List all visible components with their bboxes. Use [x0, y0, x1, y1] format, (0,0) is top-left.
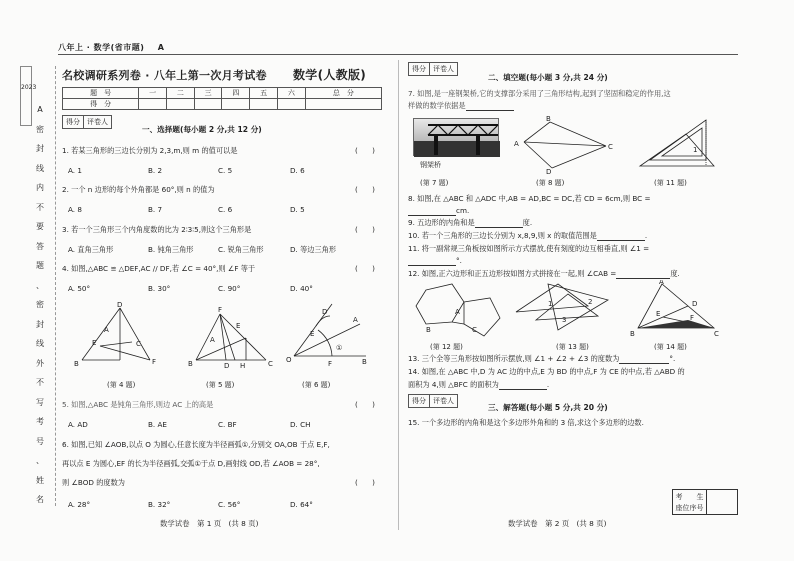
binding-char: 密	[36, 300, 44, 309]
binding-char: 名	[36, 495, 44, 504]
score-entry-cell[interactable]	[250, 99, 278, 110]
q1-option-b: B. 2	[148, 166, 163, 175]
q5-answer-paren[interactable]: ( )	[355, 400, 375, 409]
fig13-label-1: 1	[548, 300, 553, 308]
fig8-label-c: C	[608, 143, 613, 151]
fig14-label-e: E	[656, 310, 661, 318]
footer-page-2: 数学试卷 第 2 页 (共 8 页)	[508, 519, 607, 528]
subject-text: 数学(人教版)	[292, 68, 367, 82]
q4-option-b: B. 30°	[148, 284, 171, 293]
fig14-caption: (第 14 题)	[654, 343, 687, 351]
binding-char: 题	[36, 261, 44, 270]
binding-char: 不	[36, 378, 44, 387]
q2-option-a: A. 8	[68, 205, 82, 214]
score-header-cell: 四	[222, 88, 250, 99]
q9-text	[408, 218, 532, 228]
q3-option-c: C. 锐角三角形	[218, 245, 264, 254]
q11-answer-blank[interactable]	[408, 258, 456, 266]
q3-text: 3. 若一个三角形三个内角度数的比为 2∶3∶5,则这个三角形是	[62, 225, 252, 234]
binding-char: 要	[36, 222, 44, 231]
q8-stem: 8. 如图,在 △ABC 和 △ADC 中,AB = AD,BC = DC,若 CD = 6cm,则 BC =	[408, 194, 651, 203]
grade-subject-label: 八年上 · 数学(省市题)	[58, 43, 145, 52]
q9-unit: 度.	[522, 218, 533, 227]
footer-page-1: 数学试卷 第 1 页 (共 8 页)	[160, 519, 259, 528]
figure-13	[516, 284, 608, 330]
fig6-label-b: B	[362, 358, 367, 366]
q4-option-d: D. 40°	[290, 284, 313, 293]
binding-char: 、	[36, 456, 44, 465]
fig12-label-b: B	[426, 326, 431, 334]
q12-unit: 度.	[670, 269, 680, 278]
q8-continuation	[408, 206, 469, 216]
fig8-caption: (第 8 题)	[536, 179, 565, 187]
score-header-cell: 三	[194, 88, 222, 99]
score-header-cell: 二	[167, 88, 195, 99]
q6-option-d: D. 64°	[290, 500, 313, 509]
score-entry-cell[interactable]	[222, 99, 250, 110]
grader-box-2	[408, 62, 458, 76]
version-label: A	[157, 43, 165, 52]
q5-option-a: A. AD	[68, 420, 88, 429]
bridge-photo	[413, 118, 499, 156]
q7-answer-blank[interactable]	[466, 103, 514, 111]
fig12-caption: (第 12 题)	[430, 343, 463, 351]
figure-11	[640, 120, 714, 166]
q5-option-b: B. AE	[148, 420, 167, 429]
q5-option-c: C. BF	[218, 420, 237, 429]
seat-number-box	[672, 489, 738, 515]
q6-option-b: B. 32°	[148, 500, 171, 509]
q6-text-line2: 再以点 E 为圆心,EF 的长为半径画弧,交弧①于点 D,画射线 OD,若 ∠AOB = 28°,	[62, 459, 320, 468]
q10-text	[408, 231, 647, 241]
q9-answer-blank[interactable]	[475, 220, 523, 228]
q4-option-c: C. 90°	[218, 284, 241, 293]
binding-char: 密	[36, 124, 44, 134]
fig14-label-a: A	[659, 280, 664, 286]
fig8-label-a: A	[514, 140, 519, 148]
q8-answer-blank[interactable]	[408, 208, 456, 216]
q3-option-d: D. 等边三角形	[290, 245, 337, 254]
binding-char: 线	[36, 163, 44, 173]
fig6-label-a: A	[353, 316, 358, 324]
q7-text-line2	[408, 101, 514, 111]
fig8-label-d: D	[546, 168, 552, 174]
fig4-label-b: B	[74, 360, 79, 368]
binding-char: 写	[36, 397, 44, 407]
score-header-cell: 五	[250, 88, 278, 99]
binding-char: 外	[36, 358, 44, 368]
q14-text-line1: 14. 如图,在 △ABC 中,D 为 AC 边的中点,E 为 BD 的中点,F 为 CE 的中点,若 △ABD 的	[408, 367, 685, 376]
fig4-label-e: E	[92, 339, 97, 347]
q1-answer-paren[interactable]: ( )	[355, 146, 375, 155]
q5-text: 5. 如图,△ABC 是钝角三角形,则边 AC 上的高是	[62, 400, 214, 409]
bridge-truss-drawing	[414, 119, 500, 157]
binding-char: 线	[36, 339, 44, 348]
grader-score-label: 得分	[409, 63, 430, 75]
q3-answer-paren[interactable]: ( )	[355, 225, 375, 234]
fig6-label-e: E	[310, 330, 315, 338]
q11-end: °.	[456, 256, 462, 265]
fig5-caption: (第 5 题)	[206, 381, 235, 389]
grader-person-label: 评卷人	[433, 397, 454, 405]
q1-option-c: C. 5	[218, 166, 233, 175]
fig13-label-3: 3	[562, 316, 567, 324]
q10-answer-blank[interactable]	[597, 231, 648, 241]
score-row-label: 得 分	[63, 99, 139, 110]
grader-box-1	[62, 115, 112, 129]
q8-text	[408, 194, 651, 204]
q10-end: .	[644, 231, 648, 240]
q14-answer-blank[interactable]	[499, 380, 550, 390]
fig11-caption: (第 11 题)	[654, 179, 687, 187]
q7-stem: 样做的数学依据是	[408, 101, 466, 110]
fig14-label-d: D	[692, 300, 698, 308]
figure-6	[286, 304, 367, 368]
q8-unit: cm.	[456, 206, 470, 215]
q14-stem: 面积为 4,则 △BFC 的面积为	[408, 380, 499, 389]
figure-4	[74, 302, 156, 368]
header-rule	[58, 54, 738, 55]
score-entry-cell[interactable]	[305, 99, 381, 110]
score-header-cell: 题 号	[63, 88, 139, 99]
binding-char: A	[37, 105, 43, 114]
fig5-label-c: C	[268, 360, 273, 368]
fig12-label-a: A	[455, 308, 460, 316]
fig5-label-f: F	[218, 306, 223, 314]
score-header-cell: 六	[277, 88, 305, 99]
q3-option-a: A. 直角三角形	[68, 245, 114, 254]
q4-text: 4. 如图,△ABC ≌ △DEF,AC // DF,若 ∠C = 40°,则 ∠F 等于	[62, 264, 256, 273]
binding-char: 考	[36, 417, 44, 426]
figures-8-11	[510, 116, 730, 174]
year-text: 2023	[21, 84, 37, 91]
fig5-label-e: E	[236, 322, 241, 330]
section2-title: 二、填空题(每小题 3 分,共 24 分)	[488, 73, 608, 82]
q6-text-line3: 则 ∠BOD 的度数为	[62, 478, 125, 487]
score-entry-cell[interactable]	[194, 99, 222, 110]
q13-answer-blank[interactable]	[619, 356, 669, 364]
binding-char: 答	[36, 241, 44, 251]
q11-continuation	[408, 256, 462, 266]
q11-text	[408, 244, 649, 254]
q2-text: 2. 一个 n 边形的每个外角都是 60°,则 n 的值为	[62, 185, 215, 194]
fig13-caption: (第 13 题)	[556, 343, 589, 351]
q7-text-line1: 7. 如图,是一座钢架桥,它的支撑部分采用了三角形结构,起到了坚固和稳定的作用,这	[408, 89, 671, 98]
q2-answer-paren[interactable]: ( )	[355, 185, 375, 194]
q6-option-c: C. 56°	[218, 500, 241, 509]
fig14-label-b: B	[630, 330, 635, 338]
fig4-label-d: D	[117, 302, 123, 309]
q9-stem: 9. 五边形的内角和是	[408, 218, 475, 227]
q3-option-b: B. 钝角三角形	[148, 245, 194, 254]
grader-person-label: 评卷人	[87, 118, 108, 126]
q1-option-a: A. 1	[68, 166, 82, 175]
fig11-label-1: 1	[693, 146, 698, 154]
score-table	[62, 87, 382, 110]
q12-stem: 12. 如图,正六边形和正五边形按如图方式拼接在一起,则 ∠CAB =	[408, 269, 617, 278]
q11-stem: 11. 将一副常规三角板按如图所示方式摆放,使有刻度的边互相垂直,则 ∠1 =	[408, 244, 650, 253]
figure-14	[630, 280, 719, 338]
fig6-caption: (第 6 题)	[302, 381, 331, 389]
q5-option-d: D. CH	[290, 420, 311, 429]
binding-char: 封	[36, 144, 44, 153]
binding-char: 内	[36, 183, 44, 192]
fig6-label-f: F	[328, 360, 333, 368]
grader-box-3	[408, 394, 458, 408]
q13-stem: 13. 三个全等三角形按如图所示摆放,则 ∠1 + ∠2 + ∠3 的度数为	[408, 354, 620, 363]
score-header-cell: 总 分	[305, 88, 381, 99]
q10-stem: 10. 若一个三角形的三边长分别为 x,8,9,则 x 的取值范围是	[408, 231, 597, 240]
fig6-label-one: ①	[336, 344, 343, 352]
q13-end: °.	[669, 354, 676, 363]
figure-5	[188, 306, 273, 370]
q1-text: 1. 若某三角形的三边长分别为 2,3,m,则 m 的值可以是	[62, 146, 238, 155]
q6-option-a: A. 28°	[68, 500, 91, 509]
q14-end: .	[546, 380, 550, 389]
fig4-label-f: F	[152, 358, 157, 366]
figure-8	[514, 116, 613, 174]
fig13-label-2: 2	[588, 298, 593, 306]
bridge-label: 钢架桥	[420, 161, 441, 169]
fig6-label-o: O	[286, 356, 292, 364]
fig4-label-c: C	[136, 340, 141, 348]
fig4-label-a: A	[104, 326, 109, 334]
fig5-label-h: H	[240, 362, 246, 370]
seat-number-field[interactable]	[707, 490, 737, 514]
score-entry-cell[interactable]	[139, 99, 167, 110]
fig8-label-b: B	[546, 116, 551, 123]
year-box	[20, 66, 37, 126]
binding-char: 姓	[36, 475, 44, 485]
q6-answer-paren[interactable]: ( )	[355, 478, 375, 487]
seat-label-line2: 座位序号	[675, 504, 704, 512]
grader-score-label: 得分	[63, 116, 84, 128]
section1-title: 一、选择题(每小题 2 分,共 12 分)	[142, 125, 262, 134]
fig14-label-f: F	[690, 314, 695, 322]
grader-person-label: 评卷人	[433, 65, 454, 73]
score-entry-cell[interactable]	[277, 99, 305, 110]
grader-score-label: 得分	[409, 395, 430, 407]
section3-title: 三、解答题(每小题 5 分,共 20 分)	[488, 403, 608, 412]
q13-text	[408, 354, 675, 364]
fig6-label-d: D	[322, 308, 328, 316]
q14-text-line2	[408, 380, 549, 390]
fig14-label-c: C	[714, 330, 719, 338]
q4-answer-paren[interactable]: ( )	[355, 264, 375, 273]
fig5-label-b: B	[188, 360, 193, 368]
fig12-label-c: C	[472, 326, 477, 334]
q4-option-a: A. 50°	[68, 284, 91, 293]
score-header-cell: 一	[139, 88, 167, 99]
q15-text: 15. 一个多边形的内角和是这个多边形外角和的 3 倍,求这个多边形的边数.	[408, 418, 644, 427]
q6-text-line1: 6. 如图,已知 ∠AOB,以点 O 为圆心,任意长度为半径画弧①,分别交 OA,OB 于点 E,F,	[62, 440, 330, 449]
q12-text	[408, 269, 680, 279]
figures-12-13-14	[412, 280, 722, 340]
figure-12	[416, 284, 500, 336]
q12-answer-blank[interactable]	[616, 271, 670, 279]
figures-4-5-6	[70, 302, 370, 376]
q2-option-b: B. 7	[148, 205, 163, 214]
binding-char: 封	[36, 319, 44, 329]
q2-option-d: D. 5	[290, 205, 305, 214]
fig4-caption: (第 4 题)	[107, 381, 136, 389]
score-entry-cell[interactable]	[167, 99, 195, 110]
fig5-label-d: D	[224, 362, 230, 370]
seat-label-line1: 考 生	[675, 493, 704, 501]
exam-title	[62, 66, 366, 83]
binding-char: 、	[36, 280, 44, 290]
seat-number-label	[673, 490, 707, 514]
fig7-caption: (第 7 题)	[420, 179, 449, 187]
fig5-label-a: A	[210, 336, 215, 344]
q2-option-c: C. 6	[218, 205, 233, 214]
q1-option-d: D. 6	[290, 166, 305, 175]
binding-char: 号	[36, 436, 44, 446]
title-text: 名校调研系列卷 · 八年上第一次月考试卷	[62, 69, 267, 82]
binding-char: 不	[36, 202, 44, 212]
column-divider	[398, 60, 399, 530]
top-label	[58, 42, 164, 53]
